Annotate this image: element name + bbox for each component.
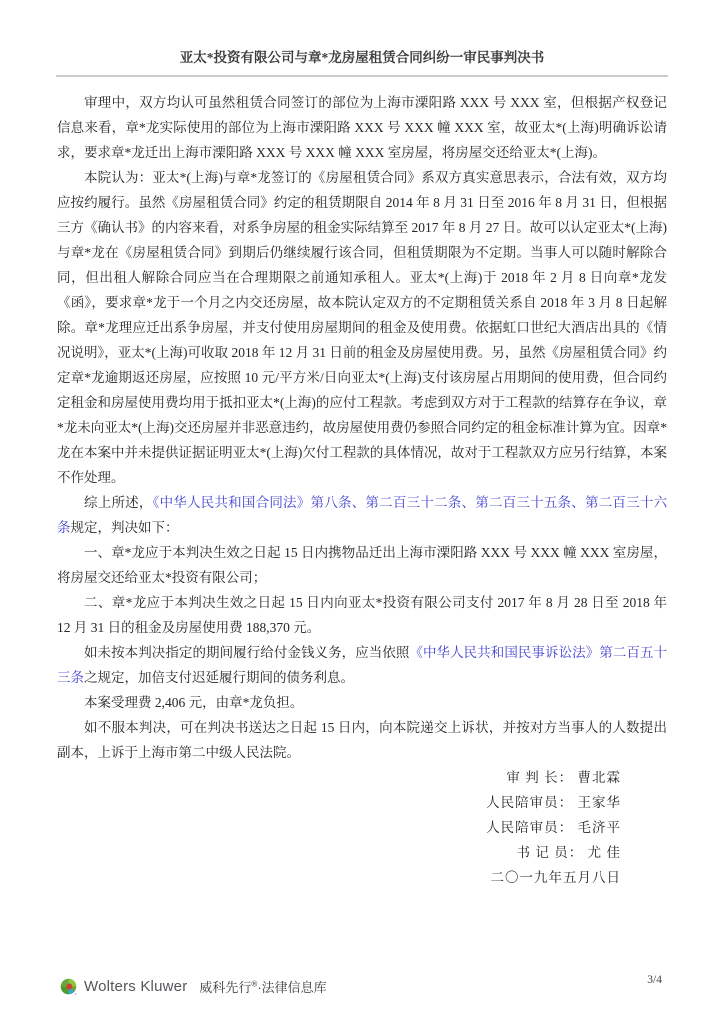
- signature-line: 审 判 长： 曹北霖: [506, 770, 621, 785]
- text-run: 规定，判决如下：: [70, 520, 179, 535]
- paragraph: [57, 590, 667, 640]
- signature-line: 二〇一九年五月八日: [490, 870, 621, 885]
- statute-link[interactable]: 第二百三十六条: [57, 495, 668, 535]
- text-run: 本院认为：亚太*(上海)与章*龙签订的《房屋租赁合同》系双方真实意思表示，合法有效，双方均应按约履行。虽然《房屋租赁合同》约定的租赁期限自 2014 年 8 月 31 日至 2016 年 8 月 31 日，但根据三方《确认书》的内容来看，对系争房屋的租金实际结算至 2017 年 8 月 27 日。故可以认定亚太*(上海)与章*龙在《房屋租赁合同》到期后仍继续履行该合同，但租赁期限为不定期。当事人可以随时解除合同，但出租人解除合同应当在合理期限之前通知承租人。亚太*(上海)于 2018 年 2 月 8 日向章*龙发《函》，要求章*龙于一个月之内交还房屋，故本院认定双方的不定期租赁关系自 2018 年 3 月 8 日起解除。章*龙理应迁出系争房屋，并支付使用房屋期间的租金及使用费。依据虹口世纪大酒店出具的《情况说明》，亚太*(上海)可收取 2018 年 12 月 31 日前的租金及房屋使用费。另，虽然《房屋租赁合同》约定章*龙逾期返还房屋，应按照 10 元/平方米/日向亚太*(上海)支付该房屋占用期间的使用费，但合同约定租金和房屋使用费均用于抵扣亚太*(上海)的应付工程款。考虑到双方对于工程款的结算存在争议，章*龙未向亚太*(上海)交还房屋并非恶意违约，故房屋使用费仍参照合同约定的租金标准计算为宜。因章*龙在本案中并未提供证据证明亚太*(上海)欠付工程款的具体情况，故对于工程款双方应另行结算，本案不作处理。: [57, 170, 667, 485]
- signature-line: 人民陪审员： 王家华: [486, 795, 621, 810]
- paragraph: [57, 640, 667, 690]
- registered-mark: ®: [251, 979, 258, 989]
- title-divider: [56, 75, 668, 77]
- text-run: 一、章*龙应于本判决生效之日起 15 日内携物品迁出上海市溧阳路 XXX 号 XXX 幢 XXX 室房屋，将房屋交还给亚太*投资有限公司；: [57, 545, 667, 585]
- paragraph: [57, 540, 667, 590]
- signature-line: 人民陪审员： 毛济平: [486, 820, 621, 835]
- document-body: [57, 90, 667, 765]
- text-run: 二、章*龙应于本判决生效之日起 15 日内向亚太*投资有限公司支付 2017 年 8 月 28 日至 2018 年 12 月 31 日的租金及房屋使用费 188,370 元。: [57, 595, 667, 635]
- wolters-kluwer-logo-icon: [60, 978, 77, 995]
- brand-name: Wolters Kluwer: [84, 978, 188, 995]
- paragraph: [57, 90, 667, 165]
- signature-line: 书 记 员： 尤 佳: [516, 845, 621, 860]
- statute-link[interactable]: 《中华人民共和国民事诉讼法》: [409, 645, 600, 660]
- product-suffix: ·法律信息库: [257, 980, 327, 995]
- signature-block: [57, 765, 667, 890]
- text-run: 综上所述，: [84, 495, 153, 510]
- statute-link[interactable]: 、: [351, 495, 366, 510]
- statute-link[interactable]: 《中华人民共和国合同法》: [152, 495, 311, 510]
- paragraph: [57, 165, 667, 490]
- statute-link[interactable]: 第二百三十二条: [365, 495, 462, 510]
- text-run: 如未按本判决指定的期间履行给付金钱义务，应当依照: [84, 645, 410, 660]
- product-name-cn: 威科先行: [199, 980, 252, 995]
- statute-link[interactable]: 第二百三十五条: [475, 495, 572, 510]
- document-title: 亚太*投资有限公司与章*龙房屋租赁合同纠纷一审民事判决书: [179, 50, 545, 65]
- statute-link[interactable]: 、: [461, 495, 476, 510]
- text-run: 之规定，加倍支付迟延履行期间的债务利息。: [84, 670, 354, 685]
- paragraph: [57, 490, 667, 540]
- statute-link[interactable]: 第二百五十三条: [57, 645, 668, 685]
- text-run: 如不服本判决，可在判决书送达之日起 15 日内，向本院递交上诉状，并按对方当事人的人数提出副本，上诉于上海市第二中级人民法院。: [57, 720, 667, 760]
- page-indicator: 3/4: [647, 974, 662, 986]
- product-name: [199, 977, 326, 996]
- paragraph: [57, 690, 667, 715]
- text-run: 审理中，双方均认可虽然租赁合同签订的部位为上海市溧阳路 XXX 号 XXX 室，但根据产权登记信息来看，章*龙实际使用的部位为上海市溧阳路 XXX 号 XXX 幢 XXX 室，故亚太*(上海)明确诉讼请求，要求章*龙迁出上海市溧阳路 XXX 号 XXX 幢 XXX 室房屋，将房屋交还给亚太*(上海)。: [57, 95, 667, 160]
- statute-link[interactable]: 、: [571, 495, 585, 510]
- paragraph: [57, 715, 667, 765]
- statute-link[interactable]: 第八条: [310, 495, 352, 510]
- footer: [60, 977, 327, 996]
- text-run: 本案受理费 2,406 元，由章*龙负担。: [84, 695, 304, 710]
